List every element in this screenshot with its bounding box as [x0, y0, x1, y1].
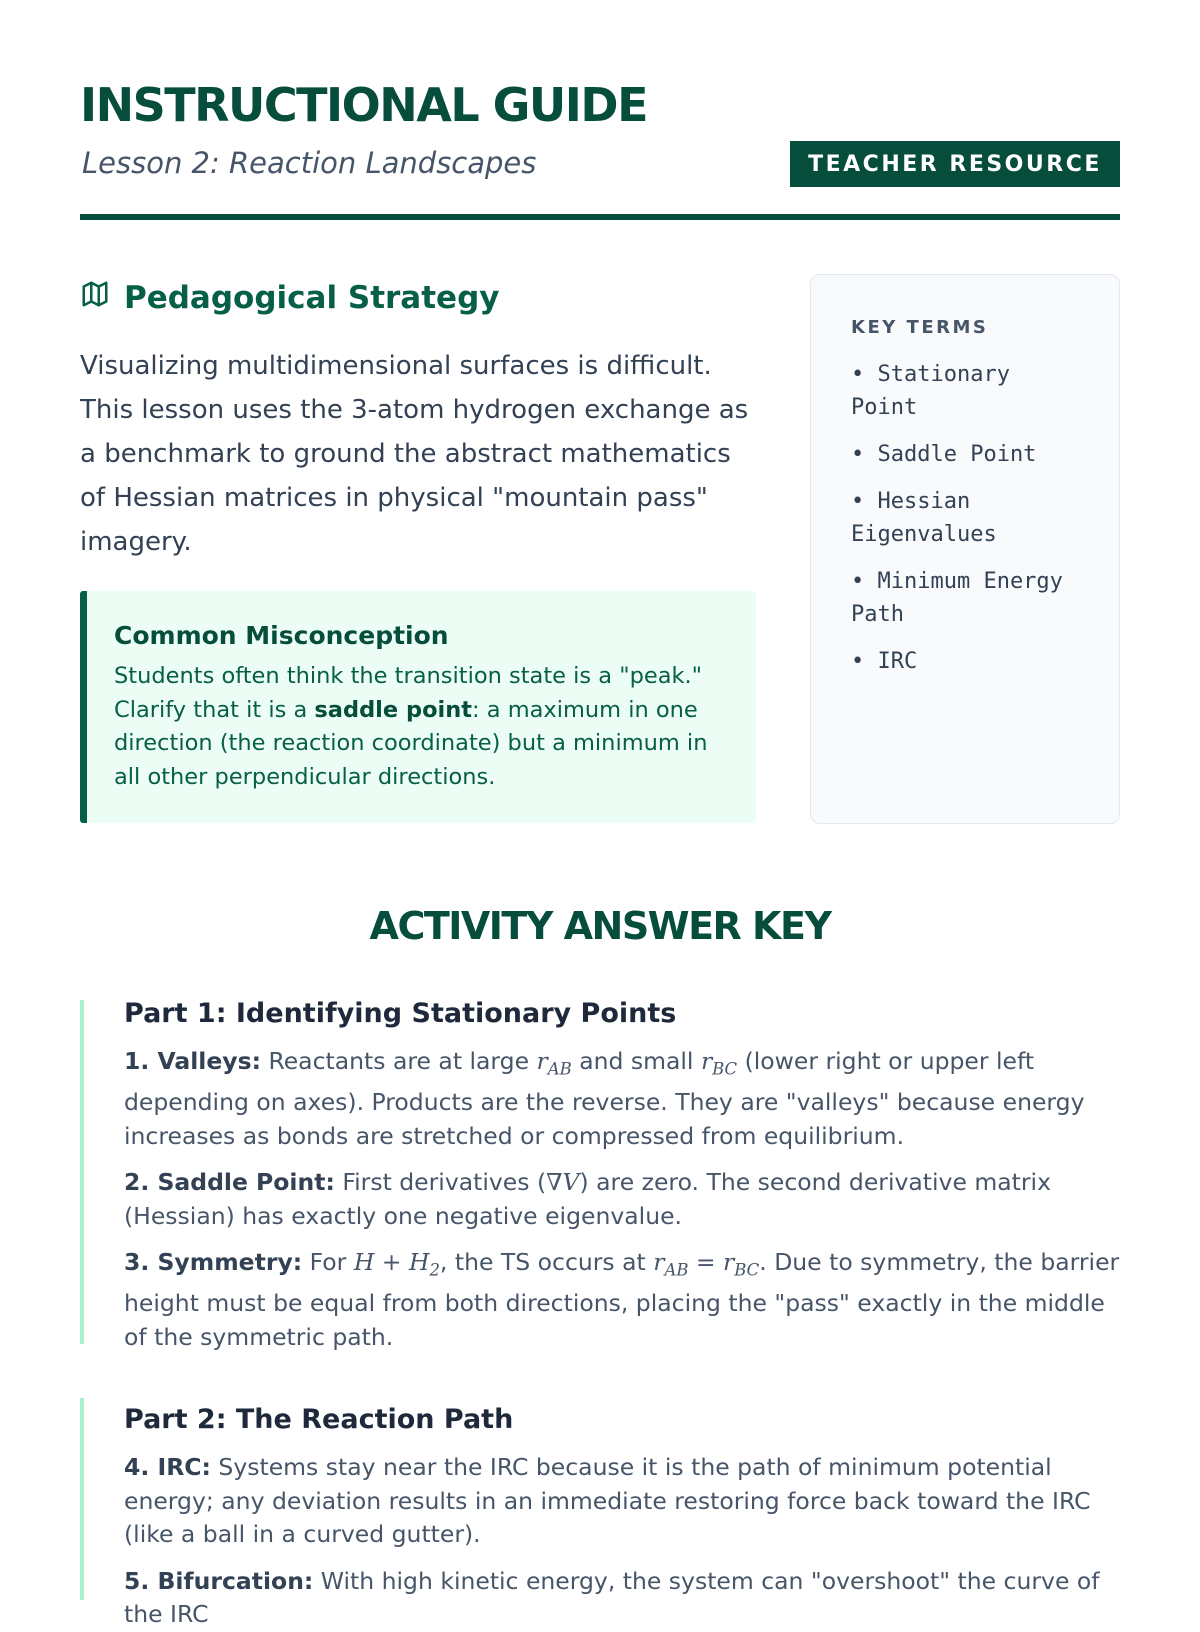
part-2-heading: Part 2: The Reaction Path	[124, 1404, 514, 1435]
answer-item-irc: 4. IRC: Systems stay near the IRC because it is the path of minimum potential energy; any deviation results in an immediate restoring force back toward the IRC (like a ball in a curved gutter).	[124, 1453, 1091, 1548]
map-icon	[80, 279, 110, 317]
key-terms-panel	[810, 274, 1120, 824]
answer-item-valleys: 1. Valleys: Reactants are at large $r_{AB}$ and small $r_{BC}$ (lower right or upper left depending on axes). Products are the reverse. They are "valleys" because energy increases as bonds are stretched or compressed from equilibrium.	[124, 1047, 1085, 1150]
key-term: • Minimum Energy Path	[851, 569, 1063, 627]
misconception-title: Common Misconception	[114, 621, 449, 650]
instructional-guide-page	[80, 0, 1120, 1628]
key-term: • Stationary Point	[851, 362, 1010, 420]
key-term: • IRC	[851, 649, 918, 674]
page-title: INSTRUCTIONAL GUIDE	[80, 78, 648, 132]
pedagogical-strategy-section	[80, 274, 756, 564]
key-terms-heading: KEY TERMS	[851, 317, 989, 338]
teacher-resource-badge: TEACHER RESOURCE	[790, 141, 1120, 187]
strategy-heading	[80, 274, 756, 322]
part-2-section	[80, 1398, 1120, 1628]
saddle-point-emphasis: saddle point	[314, 696, 473, 723]
answer-key-title: ACTIVITY ANSWER KEY	[369, 904, 831, 948]
lesson-subtitle: Lesson 2: Reaction Landscapes	[82, 146, 537, 180]
answer-item-bifurcation: 5. Bifurcation: With high kinetic energy, the system can "overshoot" the curve of the IRC	[124, 1566, 1100, 1628]
part-1-section	[80, 998, 1120, 1351]
header-divider	[80, 214, 1120, 220]
misconception-callout	[80, 591, 756, 823]
misconception-text: Students often think the transition state is a "peak." Clarify that it is a saddle point: a maximum in one direction (the reaction coordinate) but a minimum in all other perpendicular directions.	[114, 663, 708, 790]
strategy-body: Visualizing multidimensional surfaces is difficult. This lesson uses the 3-atom hydrogen exchange as a benchmark to ground the abstract mathematics of Hessian matrices in physical "mountain pass" imagery.	[80, 351, 749, 557]
key-term: • Hessian Eigenvalues	[851, 489, 997, 547]
strategy-heading-label: Pedagogical Strategy	[124, 280, 500, 316]
answer-item-symmetry: 3. Symmetry: For $H + H_2$, the TS occurs at $r_{AB} = r_{BC}$. Due to symmetry, the barrier height must be equal from both directions, placing the "pass" exactly in the middle of the symmetric path.	[124, 1248, 1120, 1351]
key-term: • Saddle Point	[851, 442, 1037, 467]
part-1-heading: Part 1: Identifying Stationary Points	[124, 998, 677, 1029]
answer-item-saddle-point: 2. Saddle Point: First derivatives (∇V) are zero. The second derivative matrix (Hessian) has exactly one negative eigenvalue.	[124, 1168, 1051, 1230]
